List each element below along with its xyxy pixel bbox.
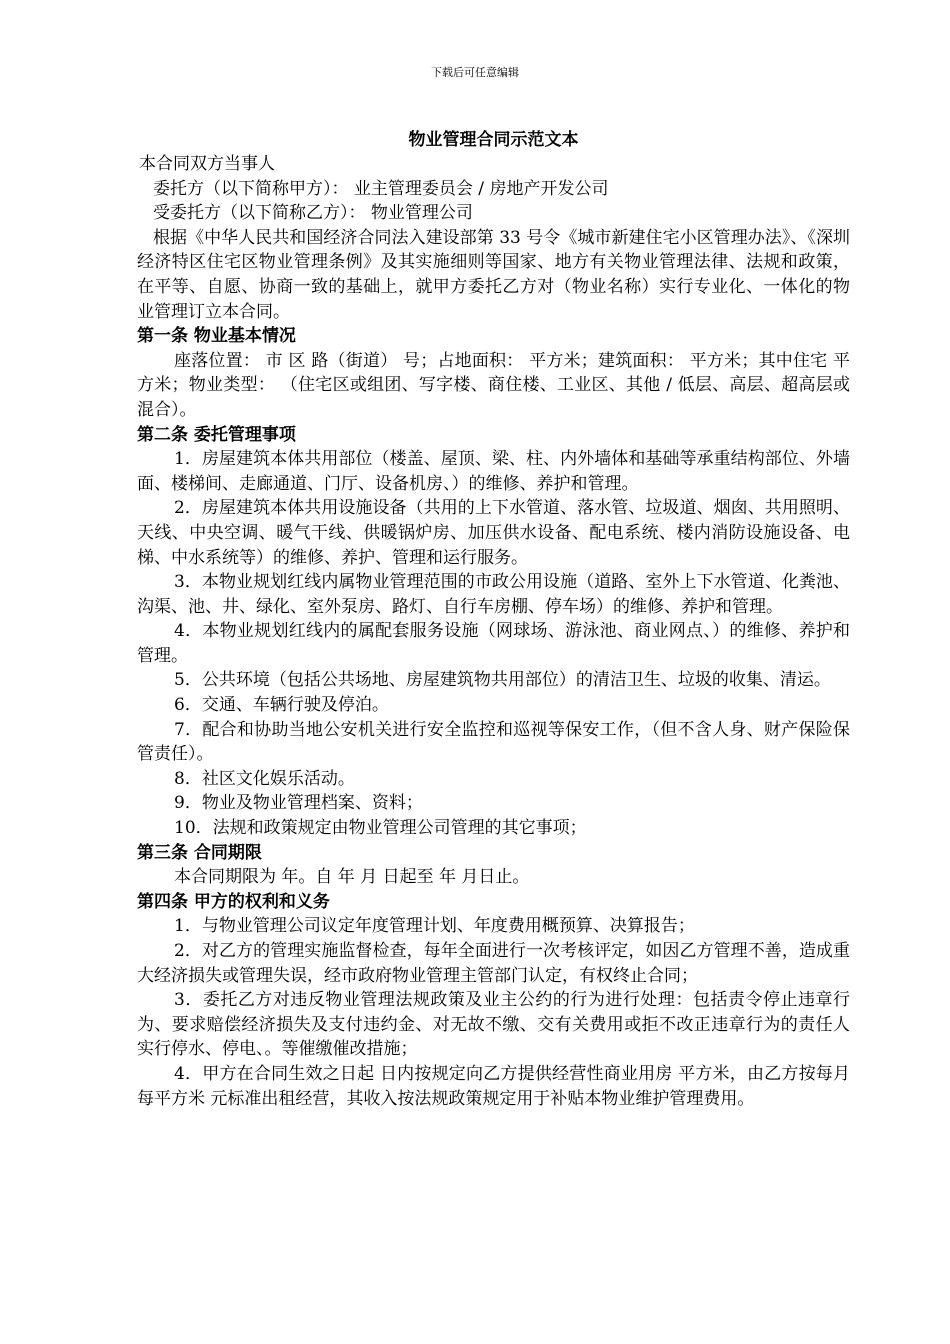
article-2-item: 7．配合和协助当地公安机关进行安全监控和巡视等保安工作，（但不含人身、财产保险保管责任）。 [137, 719, 850, 765]
article-4-item: 2．对乙方的管理实施监督检查，每年全面进行一次考核评定，如因乙方管理不善，造成重大经济损失或管理失误，经市政府物业管理主管部门认定，有权终止合同； [137, 941, 850, 986]
document-body [137, 128, 850, 1111]
article-3-heading: 第三条 合同期限 [137, 842, 262, 863]
article-2-item: 3．本物业规划红线内属物业管理范围的市政公用设施（道路、室外上下水管道、化粪池、沟渠、池、井、绿化、室外泵房、路灯、自行车房棚、停车场）的维修、养护和管理。 [137, 572, 850, 617]
page-header-note: 下载后可任意编辑 [431, 66, 519, 79]
party-a: 委托方（以下简称甲方）： 业主管理委员会 / 房地产开发公司 [153, 178, 609, 199]
article-4-item: 4．甲方在合同生效之日起 日内按规定向乙方提供经营性商业用房 平方米，由乙方按每月每平方米 元标准出租经营，其收入按法规政策规定用于补贴本物业维护管理费用。 [137, 1063, 850, 1109]
article-2-item: 1．房屋建筑本体共用部位（楼盖、屋顶、梁、柱、内外墙体和基础等承重结构部位、外墙面、楼梯间、走廊通道、门厅、设备机房、）的维修、养护和管理。 [137, 449, 850, 494]
party-b: 受委托方（以下简称乙方）： 物业管理公司 [153, 203, 473, 224]
article-2-item: 4．本物业规划红线内的属配套服务设施（网球场、游泳池、商业网点、）的维修、养护和管理。 [137, 621, 850, 666]
article-2-item: 10．法规和政策规定由物业管理公司管理的其它事项； [174, 818, 587, 839]
article-4-item: 1．与物业管理公司议定年度管理计划、年度费用概预算、决算报告； [174, 916, 695, 937]
document-title: 物业管理合同示范文本 [408, 130, 579, 150]
article-2-item: 2．房屋建筑本体共用设施设备（共用的上下水管道、落水管、垃圾道、烟囱、共用照明、天线、中央空调、暖气干线、供暖锅炉房、加压供水设备、配电系统、楼内消防设施设备、电梯、中水系统等）的维修、养护、管理和运行服务。 [137, 498, 850, 568]
article-2-item: 8．社区文化娱乐活动。 [174, 768, 355, 789]
article-4-heading: 第四条 甲方的权利和义务 [137, 891, 330, 912]
article-1-text: 座落位置： 市 区 路（街道） 号；占地面积： 平方米；建筑面积： 平方米；其中住宅 平方米；物业类型： （住宅区或组团、写字楼、商住楼、工业区、其他 / 低层、高层、超高层或混合）。 [137, 350, 850, 420]
article-2-item: 5．公共环境（包括公共场地、房屋建筑物共用部位）的清洁卫生、垃圾的收集、清运。 [174, 670, 831, 691]
article-2-item: 9．物业及物业管理档案、资料； [174, 793, 423, 814]
preamble: 根据《中华人民共和国经济合同法入建设部第 33 号令《城市新建住宅小区管理办法》、《深圳经济特区住宅区物业管理条例》及其实施细则等国家、地方有关物业管理法律、法规和政策，在平等、自愿、协商一致的基础上，就甲方委托乙方对（物业名称）实行专业化、一体化的物业管理订立本合同。 [137, 227, 850, 322]
article-2-heading: 第二条 委托管理事项 [137, 424, 296, 445]
article-2-item: 6．交通、车辆行驶及停泊。 [174, 695, 389, 716]
article-4-item: 3．委托乙方对违反物业管理法规政策及业主公约的行为进行处理：包括责令停止违章行为、要求赔偿经济损失及支付违约金、对无故不缴、交有关费用或拒不改正违章行为的责任人实行停水、停电、。等催缴催改措施； [137, 990, 850, 1060]
article-3-text: 本合同期限为 年。自 年 月 日起至 年 月日止。 [174, 867, 530, 888]
article-1-heading: 第一条 物业基本情况 [137, 326, 296, 347]
parties-intro: 本合同双方当事人 [139, 154, 275, 174]
